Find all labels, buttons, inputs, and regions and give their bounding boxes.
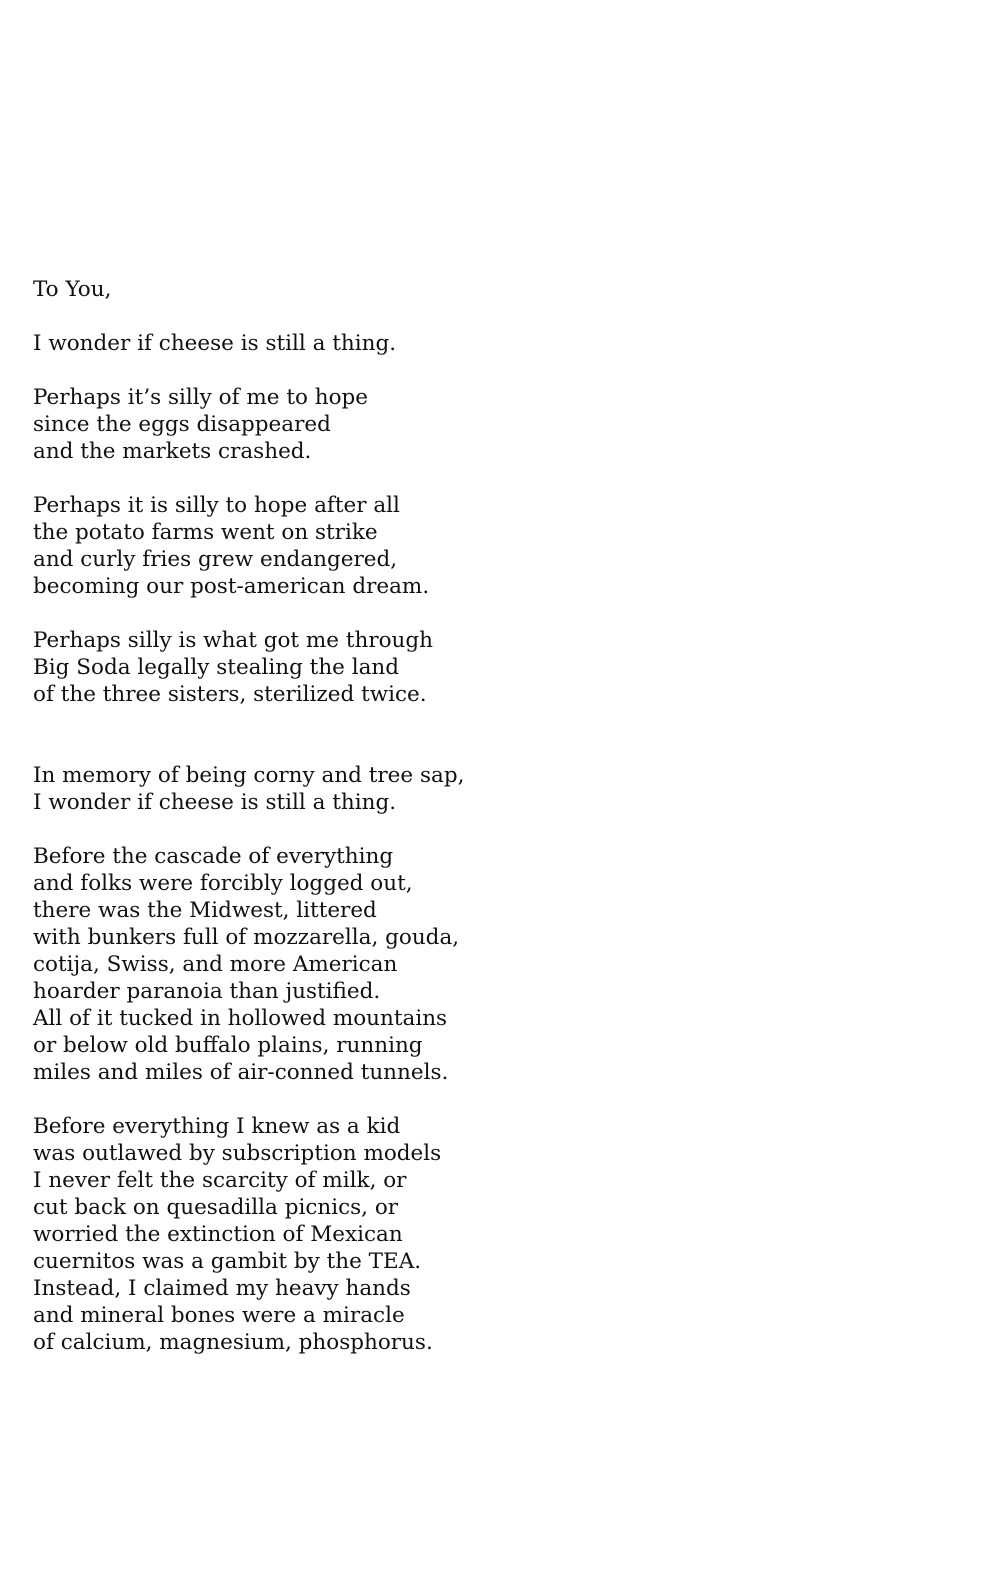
stanza-2: [33, 384, 933, 465]
poem-line: cotija, Swiss, and more American: [33, 952, 398, 977]
poem-line: becoming our post-american dream.: [33, 574, 430, 599]
poem-line: Before everything I knew as a kid: [33, 1114, 401, 1139]
poem-line: of the three sisters, sterilized twice.: [33, 682, 427, 707]
poem-line: and mineral bones were a miracle: [33, 1303, 405, 1328]
poem-line: I wonder if cheese is still a thing.: [33, 331, 397, 356]
poem-line: worried the extinction of Mexican: [33, 1222, 403, 1247]
poem-line: there was the Midwest, littered: [33, 898, 377, 923]
poem-line: Perhaps it is silly to hope after all: [33, 493, 400, 518]
poem-line: I wonder if cheese is still a thing.: [33, 790, 397, 815]
poem-line: Perhaps it’s silly of me to hope: [33, 385, 369, 410]
poem: [33, 276, 933, 1383]
poem-line: with bunkers full of mozzarella, gouda,: [33, 925, 460, 950]
poem-line: cuernitos was a gambit by the TEA.: [33, 1249, 422, 1274]
poem-line: or below old buffalo plains, running: [33, 1033, 423, 1058]
poem-line: miles and miles of air-conned tunnels.: [33, 1060, 449, 1085]
poem-line: Perhaps silly is what got me through: [33, 628, 434, 653]
salutation-stanza: [33, 276, 933, 303]
stanza-5: [33, 762, 933, 816]
poem-line: Before the cascade of everything: [33, 844, 394, 869]
poem-line: cut back on quesadilla picnics, or: [33, 1195, 399, 1220]
poem-line: since the eggs disappeared: [33, 412, 331, 437]
poem-line: Big Soda legally stealing the land: [33, 655, 400, 680]
stanza-7: [33, 1113, 933, 1356]
poem-line: All of it tucked in hollowed mountains: [33, 1006, 448, 1031]
stanza-4: [33, 627, 933, 708]
poem-line: and the markets crashed.: [33, 439, 312, 464]
stanza-6: [33, 843, 933, 1086]
poem-line: hoarder paranoia than justified.: [33, 979, 381, 1004]
stanza-3: [33, 492, 933, 600]
stanza-1: [33, 330, 933, 357]
poem-line: and curly fries grew endangered,: [33, 547, 398, 572]
poem-line: I never felt the scarcity of milk, or: [33, 1168, 407, 1193]
poem-line: the potato farms went on strike: [33, 520, 378, 545]
poem-line: In memory of being corny and tree sap,: [33, 763, 465, 788]
poem-line: was outlawed by subscription models: [33, 1141, 442, 1166]
poem-line: and folks were forcibly logged out,: [33, 871, 413, 896]
poem-line: of calcium, magnesium, phosphorus.: [33, 1330, 433, 1355]
salutation: To You,: [33, 277, 112, 302]
poem-line: Instead, I claimed my heavy hands: [33, 1276, 411, 1301]
